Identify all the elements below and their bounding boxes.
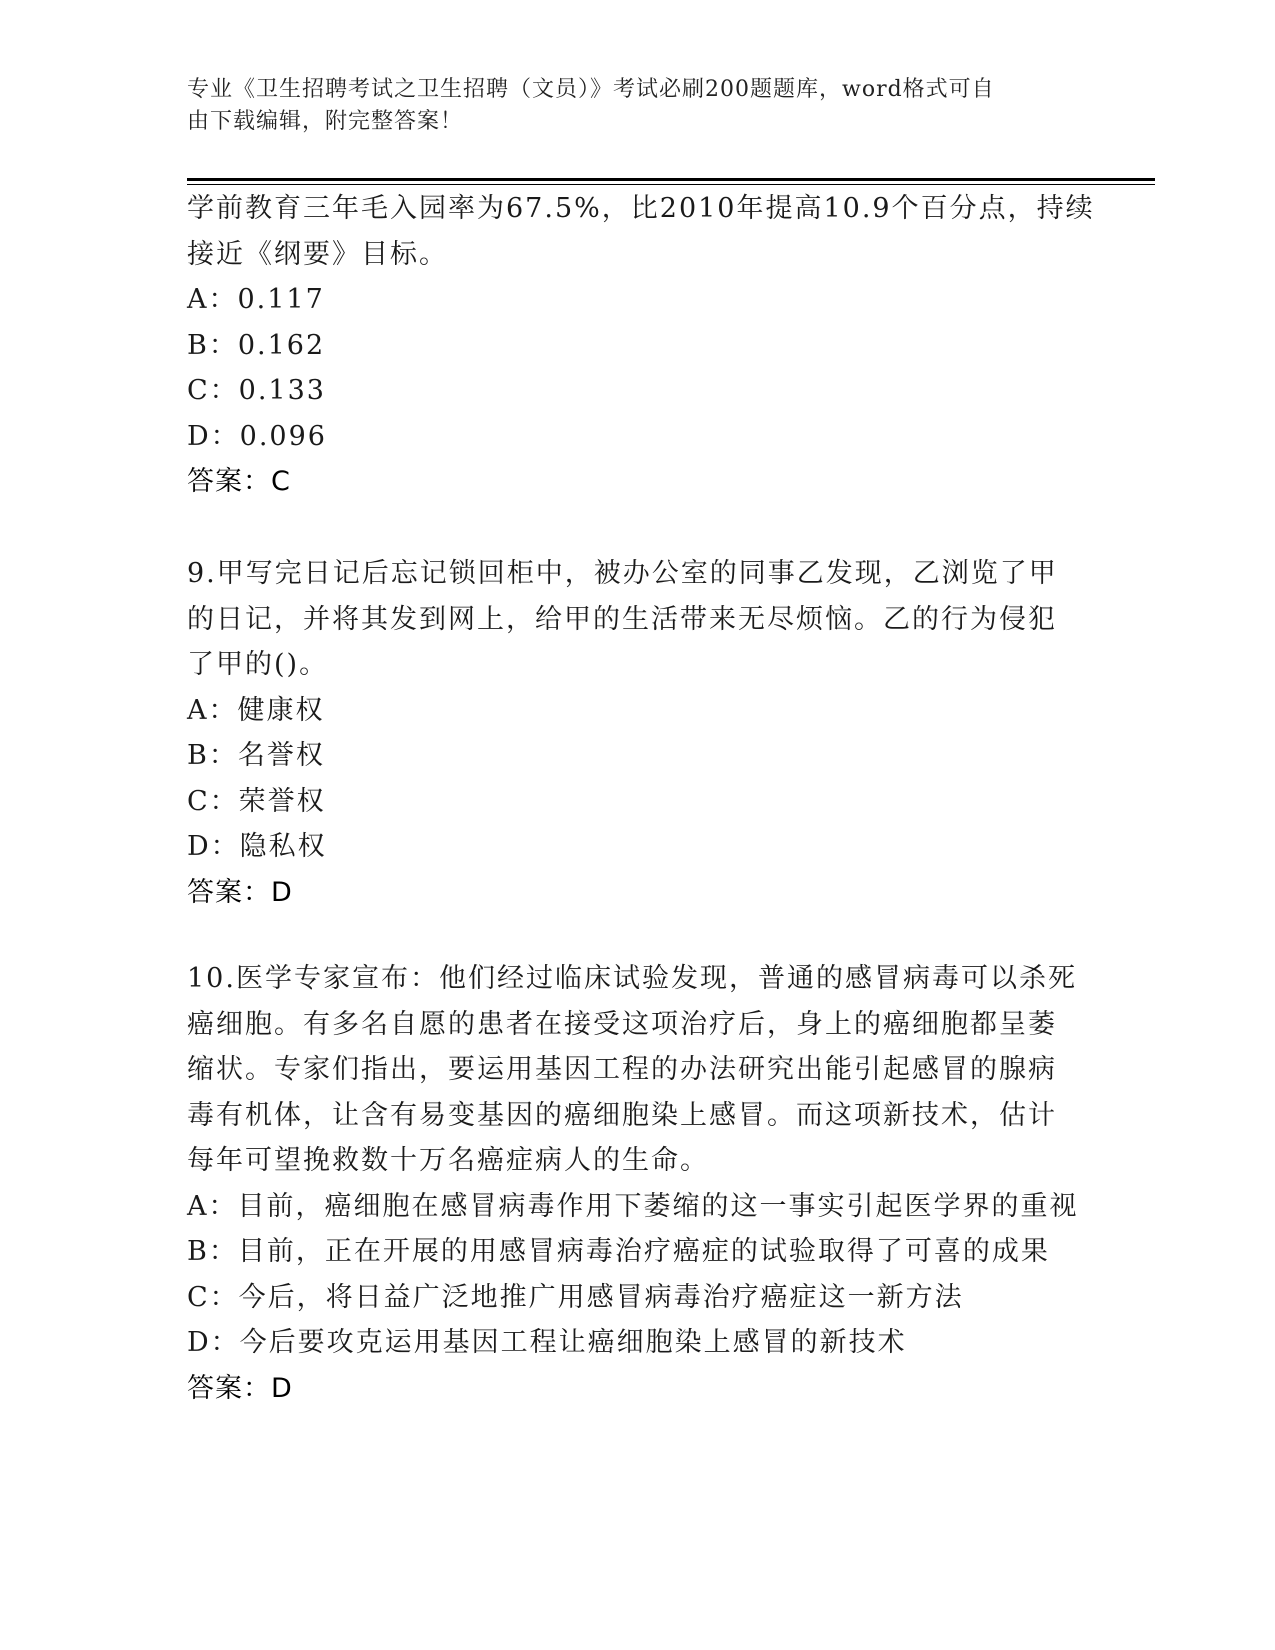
question-stem-line: 10.医学专家宣布：他们经过临床试验发现，普通的感冒病毒可以杀死 — [187, 963, 1077, 994]
question-9 — [187, 551, 1087, 915]
option-a: A：目前，癌细胞在感冒病毒作用下萎缩的这一事实引起医学界的重视 — [187, 1190, 1079, 1222]
option-b: B：目前，正在开展的用感冒病毒治疗癌症的试验取得了可喜的成果 — [187, 1236, 1050, 1267]
question-8 — [187, 186, 1095, 505]
option-a: A：健康权 — [187, 694, 325, 726]
question-stem-line: 癌细胞。有多名自愿的患者在接受这项治疗后，身上的癌细胞都呈萎 — [187, 1008, 1057, 1040]
question-stem-line: 的日记，并将其发到网上，给甲的生活带来无尽烦恼。乙的行为侵犯 — [187, 603, 1057, 635]
question-stem-line: 9.甲写完日记后忘记锁回柜中，被办公室的同事乙发现，乙浏览了甲 — [187, 558, 1058, 589]
option-c: C：今后，将日益广泛地推广用感冒病毒治疗癌症这一新方法 — [187, 1281, 964, 1313]
question-10 — [187, 956, 1087, 1411]
answer-label: 答案：D — [187, 876, 293, 908]
option-a: A：0.117 — [187, 284, 325, 315]
question-stem-line: 缩状。专家们指出，要运用基因工程的办法研究出能引起感冒的腺病 — [187, 1054, 1057, 1085]
option-b: B：名誉权 — [187, 740, 325, 771]
question-stem-line: 了甲的()。 — [187, 649, 329, 680]
answer-label: 答案：C — [187, 466, 291, 497]
header-line-2: 由下载编辑，附完整答案！ — [187, 109, 464, 134]
answer-label: 答案：D — [187, 1372, 293, 1404]
option-c: C：0.133 — [187, 375, 326, 406]
question-stem-line: 接近《纲要》目标。 — [187, 238, 448, 270]
option-b: B：0.162 — [187, 329, 326, 361]
option-d: D：隐私权 — [187, 831, 327, 862]
option-d: D：今后要攻克运用基因工程让癌细胞染上感冒的新技术 — [187, 1327, 907, 1358]
question-stem-line: 每年可望挽救数十万名癌症病人的生命。 — [187, 1145, 709, 1176]
document-header — [187, 74, 1067, 138]
option-d: D：0.096 — [187, 420, 327, 452]
header-rule-thick — [187, 178, 1155, 181]
question-stem-line: 毒有机体，让含有易变基因的癌细胞染上感冒。而这项新技术，估计 — [187, 1099, 1057, 1131]
header-rule-thin — [187, 184, 1155, 185]
header-line-1: 专业《卫生招聘考试之卫生招聘（文员）》考试必刷200题题库，word格式可自 — [187, 77, 995, 102]
option-c: C：荣誉权 — [187, 785, 326, 817]
question-stem-line: 学前教育三年毛入园率为67.5%，比2010年提高10.9个百分点，持续 — [187, 193, 1095, 224]
